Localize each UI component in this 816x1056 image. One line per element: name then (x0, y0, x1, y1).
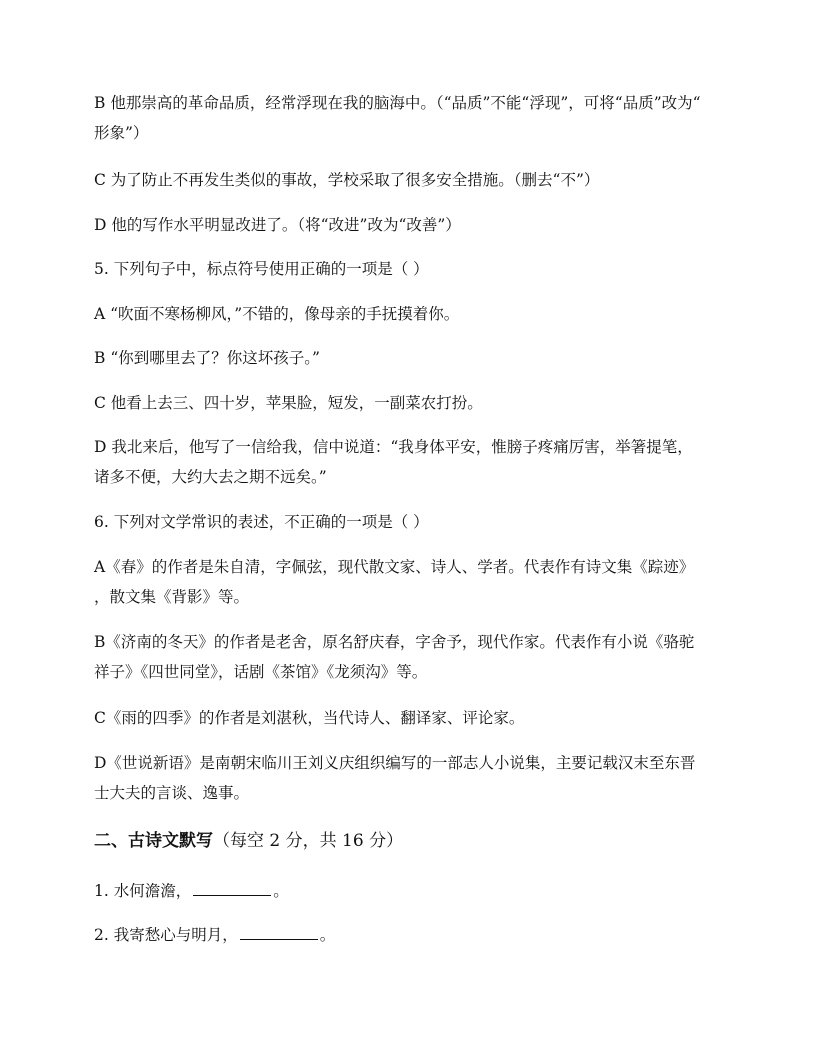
recitation-item-2-blank[interactable] (240, 923, 318, 940)
section-2-heading (94, 826, 403, 856)
section-2-title: 二、古诗文默写 (94, 831, 213, 851)
q4-option-d (94, 210, 724, 240)
recitation-item-2-suffix: 。 (319, 926, 336, 944)
q6-option-a-line1: A《春》的作者是朱自清，字佩弦，现代散文家、诗人、学者。代表作有诗文集《踪迹》 (94, 558, 695, 576)
q6-option-b (94, 627, 724, 687)
q5-option-c (94, 388, 724, 418)
q5-question (94, 254, 724, 284)
q5-option-b (94, 343, 724, 373)
q5-option-a (94, 299, 724, 329)
q5-option-c-text: C 他看上去三、四十岁，苹果脸，短发，一副菜农打扮。 (94, 394, 483, 412)
q6-question-text: 6. 下列对文学常识的表述，不正确的一项是（ ） (94, 513, 429, 531)
q6-option-b-line1: B《济南的冬天》的作者是老舍，原名舒庆春，字舍予，现代作家。代表作有小说《骆驼 (94, 633, 695, 651)
q6-option-b-line2: 祥子》《四世同堂》，话剧《茶馆》《龙须沟》等。 (94, 663, 428, 681)
q5-option-d-line2: 诸多不便，大约大去之期不远矣。” (94, 468, 327, 486)
q4-option-c-text: C 为了防止不再发生类似的事故，学校采取了很多安全措施。（删去“不”） (94, 171, 600, 189)
q6-option-c-text: C《雨的四季》的作者是刘湛秋，当代诗人、翻译家、评论家。 (94, 709, 525, 727)
recitation-item-2-prefix: 2. 我寄愁心与明月， (94, 926, 238, 944)
q6-option-d-line2: 士大夫的言谈、逸事。 (94, 784, 250, 802)
q5-option-d (94, 432, 724, 492)
section-2-score-note: （每空 2 分，共 16 分） (213, 831, 404, 851)
q4-option-d-text: D 他的写作水平明显改进了。（将“改进”改为“改善”） (94, 216, 461, 234)
q6-option-a (94, 552, 724, 612)
q4-option-b-line1: B 他那崇高的革命品质，经常浮现在我的脑海中。（“品质”不能“浮现”，可将“品质”改为“ (94, 94, 701, 112)
q6-option-d-line1: D《世说新语》是南朝宋临川王刘义庆组织编写的一部志人小说集，主要记载汉末至东晋 (94, 754, 696, 772)
recitation-item-1-blank[interactable] (193, 879, 271, 896)
q5-option-a-text: A “吹面不寒杨柳风，”不错的，像母亲的手抚摸着你。 (94, 305, 460, 323)
q6-option-d (94, 748, 724, 808)
q5-option-d-line1: D 我北来后，他写了一信给我，信中说道：“我身体平安，惟膀子疼痛厉害，举箸提笔， (94, 438, 693, 456)
q4-option-b (94, 88, 724, 148)
recitation-item-1-prefix: 1. 水何澹澹， (94, 882, 192, 900)
q5-option-b-text: B “你到哪里去了？你这坏孩子。” (94, 349, 320, 367)
q4-option-c (94, 165, 724, 195)
q6-question (94, 507, 724, 537)
q6-option-a-line2: ，散文集《背影》等。 (94, 588, 250, 606)
q4-option-b-line2: 形象”） (94, 124, 149, 142)
recitation-item-1-suffix: 。 (273, 882, 289, 900)
recitation-item-2 (94, 920, 724, 950)
q6-option-c (94, 703, 724, 733)
recitation-item-1 (94, 876, 724, 906)
q5-question-text: 5. 下列句子中，标点符号使用正确的一项是（ ） (94, 260, 429, 278)
